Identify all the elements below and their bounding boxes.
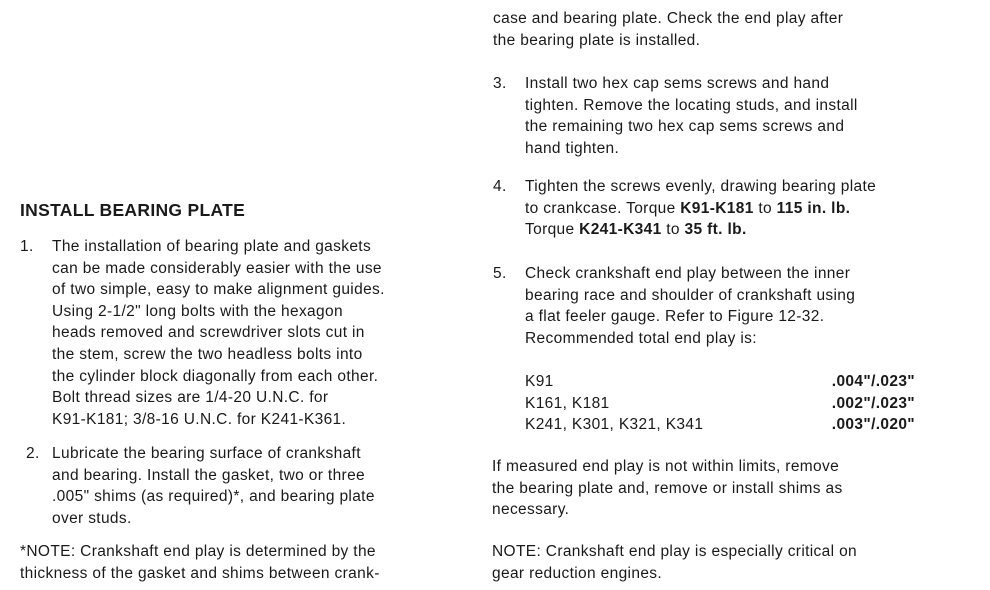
right-note-line: NOTE: Crankshaft end play is especially critical on — [492, 543, 858, 560]
step-4-text-part: to — [753, 199, 777, 217]
step-5-line: Check crankshaft end play between the inner — [525, 265, 851, 282]
step-3-number: 3. — [493, 75, 507, 92]
table-row — [525, 414, 915, 436]
right-note-line: gear reduction engines. — [492, 564, 663, 582]
model-range: K91-K181 — [680, 199, 754, 217]
step-3-text — [525, 73, 963, 159]
step-4-text — [525, 176, 963, 241]
section-heading: INSTALL BEARING PLATE — [20, 200, 246, 220]
step-4-text-part: to crankcase. Torque — [525, 199, 681, 217]
step-4-line — [525, 219, 963, 241]
step-1-line: the stem, screw the two headless bolts into — [52, 345, 363, 363]
end-play-value: .002"/.023" — [831, 394, 915, 412]
step-4 — [493, 176, 963, 241]
measured-line: the bearing plate and, remove or install shims as — [492, 479, 843, 497]
continued-line: case and bearing plate. Check the end play after — [493, 10, 844, 27]
step-5-text — [525, 263, 963, 349]
measured-line: necessary. — [492, 501, 570, 519]
table-row — [525, 371, 915, 393]
model-cell: K91 — [525, 373, 554, 390]
end-play-table — [525, 371, 915, 436]
step-1-number: 1. — [20, 238, 34, 255]
left-note-line: *NOTE: Crankshaft end play is determined by the — [20, 543, 376, 560]
step-2-line: Lubricate the bearing surface of crankshaft — [52, 445, 361, 462]
step-5-line: bearing race and shoulder of crankshaft using — [525, 286, 856, 304]
torque-value: 115 in. lb. — [776, 199, 851, 217]
left-note-line: thickness of the gasket and shims between crank- — [20, 564, 380, 582]
step-2-line: over studs. — [52, 509, 132, 527]
step-1-text — [52, 236, 460, 430]
step-5-line: a flat feeler gauge. Refer to Figure 12-32. — [525, 308, 825, 326]
step-2 — [26, 443, 460, 529]
measured-paragraph — [492, 456, 843, 521]
step-1-line: of two simple, easy to make alignment guides. — [52, 281, 385, 299]
step-2-number: 2. — [26, 445, 40, 462]
step-1-line: Using 2-1/2" long bolts with the hexagon — [52, 302, 343, 320]
step-2-line: and bearing. Install the gasket, two or three — [52, 466, 366, 484]
step-1-line: heads removed and screwdriver slots cut in — [52, 324, 365, 342]
torque-value: 35 ft. lb. — [684, 221, 747, 239]
model-cell: K161, K181 — [525, 394, 610, 412]
end-play-value: .003"/.020" — [831, 416, 915, 434]
step-1-line: The installation of bearing plate and gaskets — [52, 238, 372, 255]
continued-line: the bearing plate is installed. — [493, 31, 701, 49]
step-1-line: K91-K181; 3/8-16 U.N.C. for K241-K361. — [52, 410, 347, 428]
step-1-line: Bolt thread sizes are 1/4-20 U.N.C. for — [52, 389, 329, 407]
step-3-line: the remaining two hex cap sems screws and — [525, 118, 845, 136]
step-4-line: Tighten the screws evenly, drawing bearing plate — [525, 178, 877, 195]
model-cell: K241, K301, K321, K341 — [525, 416, 704, 434]
step-1 — [20, 236, 460, 430]
continued-paragraph — [493, 8, 843, 51]
step-4-text-part: to — [661, 221, 685, 239]
step-2-text — [52, 443, 460, 529]
step-4-line — [525, 198, 963, 220]
step-4-text-part: Torque — [525, 221, 580, 239]
step-5-number: 5. — [493, 265, 507, 282]
table-row — [525, 393, 915, 415]
measured-line: If measured end play is not within limits, remove — [492, 458, 840, 475]
step-2-line: .005" shims (as required)*, and bearing plate — [52, 488, 375, 506]
step-3-line: hand tighten. — [525, 139, 620, 157]
step-5 — [493, 263, 963, 349]
step-4-number: 4. — [493, 178, 507, 195]
step-5-line: Recommended total end play is: — [525, 329, 757, 347]
step-1-line: can be made considerably easier with the use — [52, 259, 382, 277]
step-3-line: tighten. Remove the locating studs, and install — [525, 96, 858, 114]
step-3-line: Install two hex cap sems screws and hand — [525, 75, 830, 92]
left-note — [20, 541, 380, 584]
model-range: K241-K341 — [579, 221, 662, 239]
step-1-line: the cylinder block diagonally from each other. — [52, 367, 379, 385]
end-play-value: .004"/.023" — [831, 373, 915, 390]
right-note — [492, 541, 857, 584]
step-3 — [493, 73, 963, 159]
